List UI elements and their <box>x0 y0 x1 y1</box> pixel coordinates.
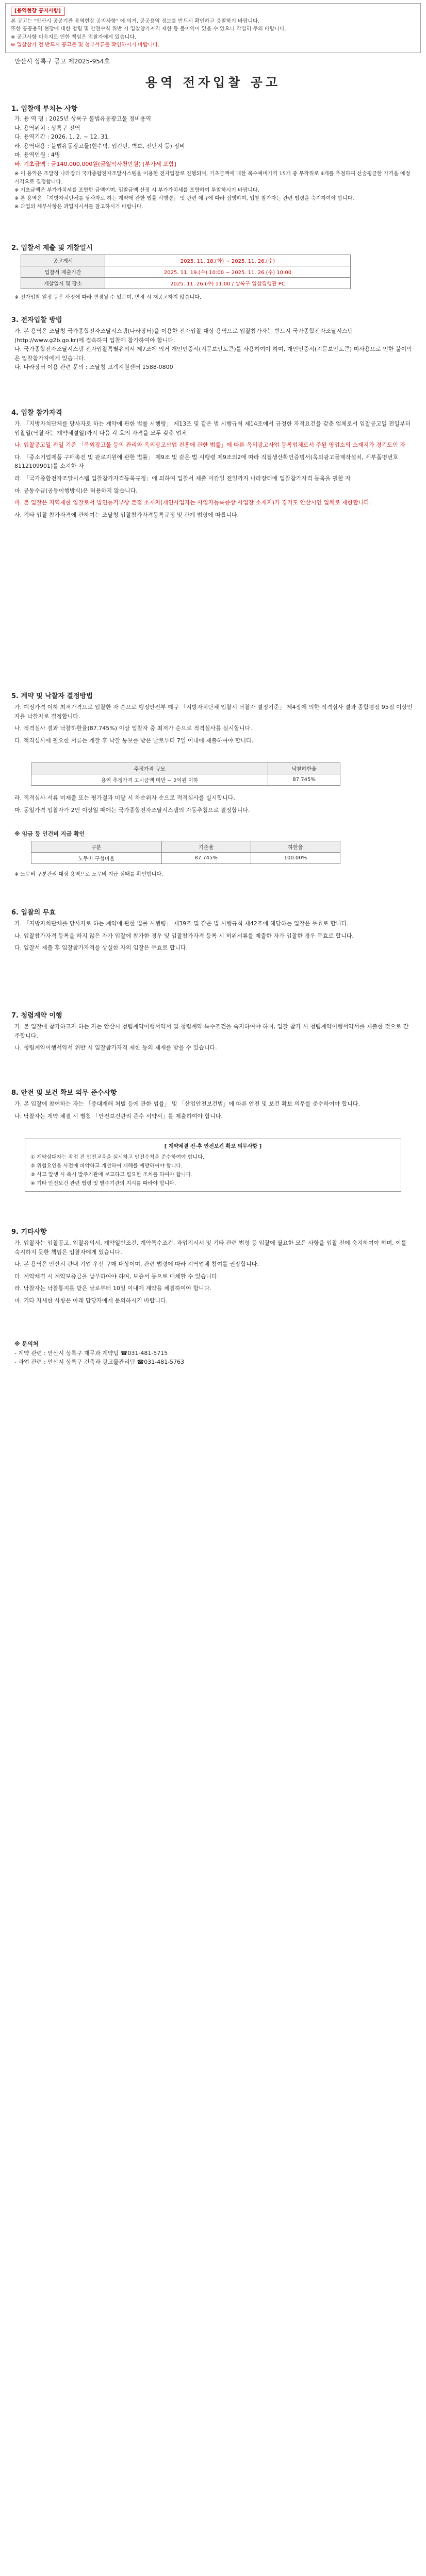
section-1-notes <box>14 170 413 211</box>
contact-line: - 과업 관련 : 안산시 상록구 건축과 광고물관리팀 ☎031-481-5763 <box>14 1359 185 1366</box>
section-1-heading: 1. 입찰에 부치는 사항 <box>11 105 78 113</box>
section-6-items <box>14 919 413 956</box>
table-cell: 100.00% <box>251 853 340 864</box>
table-row <box>21 266 351 278</box>
sec4-item: 다. 「중소기업제품 구매촉진 및 판로지원에 관한 법률」 제9조 및 같은 법 시행령 제9조의2에 따라 직접생산확인증명서(옥외광고물제작설치, 세부품명번호 8112109901)를 소지한 자 <box>14 453 399 470</box>
sec1-note: ※ 본 용역은 「지방자치단체를 당사자로 하는 계약에 관한 법률 시행령」 및 관련 예규에 따라 집행하며, 입찰 참가자는 관련 법령을 숙지하여야 합니다. <box>14 196 354 201</box>
table-row <box>21 278 351 289</box>
safety-obligation-box <box>25 1139 401 1192</box>
page-title: 용역 전자입찰 공고 <box>145 75 281 90</box>
sec5-extra-item: 라. 적격심사 서류 미제출 또는 평가결과 미달 시 차순위자 순으로 적격심사를 실시합니다. <box>14 794 235 801</box>
schedule-key: 공고게시 <box>21 255 105 266</box>
safety-box-line: ① 계약상대자는 작업 전 안전교육을 실시하고 안전수칙을 준수하여야 합니다. <box>30 1155 205 1160</box>
section-5-items <box>14 703 413 748</box>
sec4-item: 나. 입찰공고일 전일 기준 「옥외광고물 등의 관리와 옥외광고산업 진흥에 관한 법률」에 따른 옥외광고사업 등록업체로서 주된 영업소의 소재지가 경기도인 자 <box>14 442 405 449</box>
sec3-item: 나. 국가종합전자조달시스템 전자입찰특별유의서 제7조에 의거 개인인증서(지문보안토큰)를 사용하여야 하며, 개인인증서(지문보안토큰) 미사용으로 인한 불이익은 입찰참가자에게 있습니다. <box>14 346 412 362</box>
sec9-item: 나. 본 용역은 안산시 관내 기업 우선 구매 대상이며, 관련 법령에 따라 지역업체 참여를 권장합니다. <box>14 1261 259 1268</box>
sec9-item: 라. 낙찰자는 낙찰통지를 받은 날로부터 10일 이내에 계약을 체결하여야 합니다. <box>14 1285 211 1292</box>
schedule-table <box>21 255 351 289</box>
section-5-extra <box>14 793 413 818</box>
sec6-item: 나. 입찰참가자격 등록을 하지 않은 자가 입찰에 참가한 경우 및 입찰참가자격 등록 시 허위서류를 제출한 자가 입찰한 경우 무효로 합니다. <box>14 932 354 939</box>
wage-note: ※ 노무비 구분관리 대상 용역으로 노무비 지급 실태를 확인합니다. <box>14 872 163 877</box>
schedule-value: 2025. 11. 19.(수) 10:00 ~ 2025. 11. 26.(수) 10:00 <box>105 266 351 278</box>
contact-line: - 계약 관련 : 안산시 상록구 재무과 계약팀 ☎031-481-5715 <box>14 1349 168 1357</box>
sec1-base-price: 바. 기초금액 : 금140,000,000원(금일억사천만원) [부가세 포함] <box>14 160 176 167</box>
sec4-item: 라. 「국가종합전자조달시스템 입찰참가자격등록규정」에 의하여 입찰서 제출 마감일 전일까지 나라장터에 입찰참가자격 등록을 필한 자 <box>14 474 351 482</box>
table-header: 낙찰하한율 <box>268 763 340 774</box>
section-9-heading: 9. 기타사항 <box>11 1228 47 1236</box>
sec4-item: 마. 공동수급(공동이행방식)은 허용하지 않습니다. <box>14 487 138 494</box>
sec2-note: ※ 전자입찰 일정 등은 사정에 따라 변경될 수 있으며, 변경 시 재공고하지 않습니다. <box>14 295 202 300</box>
sec8-item: 가. 본 입찰에 참여하는 자는 「중대재해 처벌 등에 관한 법률」 및 「산업안전보건법」에 따른 안전 및 보건 확보 의무를 준수하여야 합니다. <box>14 1100 360 1107</box>
table-cell: 87.745% <box>268 774 340 786</box>
notice-tag: [용역현장 공지사항] <box>11 7 64 16</box>
section-8-heading: 8. 안전 및 보건 확보 의무 준수사항 <box>11 1089 117 1097</box>
section-7-heading: 7. 청렴계약 이행 <box>11 1012 62 1020</box>
notice-line: 또한 공공용역 현장에 대한 청렴 및 안전수칙 위반 시 입찰참가자격 제한 등 불이익이 있을 수 있으니 각별히 주의 바랍니다. <box>11 26 286 32</box>
table-row <box>31 853 340 864</box>
sec7-item: 나. 청렴계약이행서약서 위반 시 입찰참가자격 제한 등의 제재를 받을 수 있습니다. <box>14 1044 217 1052</box>
notice-line: ※ 공고사항 미숙지로 인한 책임은 입찰자에게 있습니다. <box>11 34 137 40</box>
table-cell: 노무비 구성비율 <box>31 853 162 864</box>
table-cell: 87.745% <box>161 853 251 864</box>
table-row <box>21 255 351 266</box>
table-row <box>31 774 340 786</box>
sec1-item: 가. 용 역 명 : 2025년 상록구 불법유동광고물 정비용역 <box>14 115 152 122</box>
wage-title: ※ 임금 등 인건비 지급 확인 <box>14 831 85 837</box>
sec4-item: 사. 기타 입찰 참가자격에 관하여는 조달청 입찰참가자격등록규정 및 관계 법령에 따릅니다. <box>14 511 239 518</box>
schedule-value: 2025. 11. 26.(수) 11:00 / 상록구 입찰집행관 PC <box>105 278 351 289</box>
sec3-item: 가. 본 용역은 조달청 국가종합전자조달시스템(나라장터)을 이용한 전자입찰 대상 용역으로 입찰참가자는 반드시 국가종합전자조달시스템(http://www.g2b.go.kr)에 접속하여 입찰에 참가하여야 합니다. <box>14 328 353 344</box>
sec1-item: 마. 용역인원 : 4명 <box>14 151 60 159</box>
table-header-row <box>31 841 340 853</box>
sec8-item: 나. 낙찰자는 계약 체결 시 별첨 「안전보건관리 준수 서약서」를 제출하여야 합니다. <box>14 1112 223 1120</box>
table-header: 하한율 <box>251 841 340 853</box>
sec6-item: 다. 입찰서 제출 후 입찰참가자격을 상실한 자의 입찰은 무효로 합니다. <box>14 944 188 952</box>
section-7-items <box>14 1022 413 1056</box>
table-cell: 용역 추정가격 고시금액 미만 ~ 2억원 이하 <box>31 774 268 786</box>
bid-rate-table <box>31 762 340 786</box>
sec1-item: 다. 용역기간 : 2026. 1. 2. ~ 12. 31. <box>14 133 110 141</box>
section-8-items <box>14 1099 413 1124</box>
table-header-row <box>31 763 340 774</box>
section-4-items <box>14 419 413 522</box>
section-9-items <box>14 1239 413 1309</box>
sec1-item: 나. 용역위치 : 상록구 전역 <box>14 124 80 131</box>
sec5-item: 다. 적격심사에 필요한 서류는 개찰 후 낙찰 통보를 받은 날로부터 7일 이내에 제출하여야 합니다. <box>14 737 254 744</box>
sec4-item: 가. 「지방자치단체를 당사자로 하는 계약에 관한 법률 시행령」 제13조 및 같은 법 시행규칙 제14조에서 규정한 자격요건을 갖춘 업체로서 입찰공고일 전일부터 입찰일(낙찰자는 계약체결일)까지 다음 각 호의 자격을 모두 갖춘 업체 <box>14 420 411 436</box>
sec4-item: 바. 본 입찰은 지역제한 입찰로서 법인등기부상 본점 소재지(개인사업자는 사업자등록증상 사업장 소재지)가 경기도 안산시인 업체로 제한합니다. <box>14 499 371 506</box>
sec1-note: ※ 기초금액은 부가가치세를 포함한 금액이며, 입찰금액 산정 시 부가가치세를 포함하여 투찰하시기 바랍니다. <box>14 188 259 193</box>
org-announcement-no: 안산시 상록구 공고 제2025-954호 <box>14 58 110 65</box>
schedule-key: 개찰일시 및 장소 <box>21 278 105 289</box>
contact-title: ※ 문의처 <box>14 1341 39 1347</box>
section-3-items <box>14 327 413 372</box>
schedule-key: 입찰서 제출기간 <box>21 266 105 278</box>
sec5-extra-item: 마. 동일가격 입찰자가 2인 이상일 때에는 국가종합전자조달시스템의 자동추첨으로 결정합니다. <box>14 806 250 814</box>
sec6-item: 가. 「지방자치단체를 당사자로 하는 계약에 관한 법률 시행령」 제39조 및 같은 법 시행규칙 제42조에 해당하는 입찰은 무효로 합니다. <box>14 920 349 927</box>
sec9-item: 마. 기타 자세한 사항은 아래 담당자에게 문의하시기 바랍니다. <box>14 1297 168 1304</box>
contact-block <box>14 1340 413 1367</box>
notice-line: 본 공고는 "안산시 공공기관 용역현장 공지사항" 에 의거, 공공용역 정보를 반드시 확인하고 응찰하기 바랍니다. <box>11 18 259 24</box>
section-6-heading: 6. 입찰의 무효 <box>11 909 56 917</box>
notice-red-line: ※ 입찰참가 전 반드시 공고문 및 첨부서류를 확인하시기 바랍니다. <box>11 42 160 48</box>
safety-box-title: [ 계약체결 전·후 안전보건 확보 의무사항 ] <box>164 1144 262 1149</box>
section-1-items <box>14 114 413 169</box>
sec5-item: 가. 예정가격 이하 최저가격으로 입찰한 자 순으로 행정안전부 예규 「지방자치단체 입찰시 낙찰자 결정기준」 제4장에 의한 적격심사 결과 종합평점 95점 이상인 자를 낙찰자로 결정합니다. <box>14 704 413 720</box>
wage-table <box>31 841 340 864</box>
sec5-item: 나. 적격심사 결과 낙찰하한율(87.745%) 이상 입찰자 중 최저가 순으로 적격심사를 실시합니다. <box>14 725 252 732</box>
sec9-item: 다. 계약체결 시 계약보증금을 납부하여야 하며, 보증서 등으로 대체할 수 있습니다. <box>14 1273 219 1280</box>
section-3-heading: 3. 전자입찰 방법 <box>11 316 62 324</box>
section-5-heading: 5. 계약 및 낙찰자 결정방법 <box>11 692 93 700</box>
section-2-heading: 2. 입찰서 제출 및 개찰일시 <box>11 244 93 252</box>
sec3-item: 다. 나라장터 이용 관련 문의 : 조달청 고객지원센터 1588-0800 <box>14 364 173 371</box>
table-header: 추정가격 규모 <box>31 763 268 774</box>
sec1-note: ※ 과업의 세부사항은 과업지시서를 참고하시기 바랍니다. <box>14 204 143 210</box>
schedule-value: 2025. 11. 18.(화) ~ 2025. 11. 26.(수) <box>105 255 351 266</box>
sec7-item: 가. 본 입찰에 참가하고자 하는 자는 안산시 청렴계약이행서약서 및 청렴계약 특수조건을 숙지하여야 하며, 입찰 참가 시 청렴계약이행서약서를 제출한 것으로 간주합니다. <box>14 1023 409 1039</box>
table-header: 구분 <box>31 841 162 853</box>
notice-box <box>5 3 421 53</box>
sec1-item: 라. 용역내용 : 불법유동광고물(현수막, 입간판, 벽보, 전단지 등) 정비 <box>14 142 185 149</box>
safety-box-line: ③ 사고 발생 시 즉시 발주기관에 보고하고 필요한 조치를 하여야 합니다. <box>30 1172 193 1178</box>
sec9-item: 가. 입찰자는 입찰공고, 입찰유의서, 계약일반조건, 계약특수조건, 과업지시서 및 기타 관련 법령 등 입찰에 필요한 모든 사항을 입찰 전에 숙지하여야 하며, 이를 숙지하지 못한 책임은 입찰자에게 있습니다. <box>14 1240 407 1256</box>
table-header: 기준율 <box>161 841 251 853</box>
sec1-note: ※ 이 용역은 조달청 나라장터 국가종합전자조달시스템을 이용한 전자입찰로 진행되며, 기초금액에 대한 복수예비가격 15개 중 무작위로 4개를 추첨하여 산술평균한 가격을 예정가격으로 결정합니다. <box>14 171 411 185</box>
section-4-heading: 4. 입찰 참가자격 <box>11 409 62 417</box>
safety-box-line: ② 위험요인을 사전에 파악하고 개선하여 재해를 예방하여야 합니다. <box>30 1163 183 1169</box>
safety-box-line: ④ 기타 안전보건 관련 법령 및 발주기관의 지시를 따라야 합니다. <box>30 1181 176 1187</box>
